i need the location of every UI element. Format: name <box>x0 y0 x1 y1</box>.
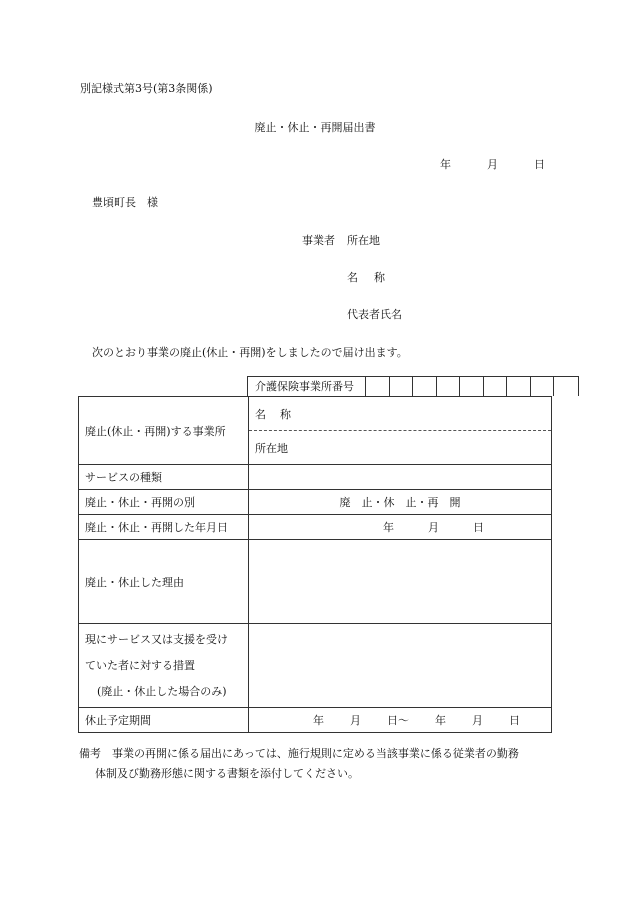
office-name-field[interactable] <box>249 397 551 431</box>
effective-date-month: 月 <box>428 521 439 534</box>
measures-label-line: ていた者に対する措置 <box>85 658 195 672</box>
form-number: 別記様式第3号(第3条関係) <box>80 82 213 95</box>
effective-date-field[interactable] <box>249 515 552 540</box>
office-details-cell <box>249 397 552 465</box>
office-number-digit-box[interactable] <box>531 377 555 396</box>
period-end-year: 年 <box>435 714 446 727</box>
office-number-grid <box>247 376 579 396</box>
measures-label <box>79 624 249 708</box>
table-row <box>79 397 552 465</box>
office-row-label: 廃止(休止・再開)する事業所 <box>79 397 249 465</box>
office-number-digit-box[interactable] <box>460 377 484 396</box>
office-number-digit-box[interactable] <box>390 377 414 396</box>
category-label: 廃止・休止・再開の別 <box>79 490 249 515</box>
office-name-label: 名称 <box>255 407 305 421</box>
business-operator-label: 事業者 <box>302 234 335 247</box>
notification-table <box>78 396 552 733</box>
office-number-label: 介護保険事業所番号 <box>248 377 366 396</box>
period-start-month: 月 <box>350 714 361 727</box>
table-row <box>79 624 552 708</box>
measures-field[interactable] <box>249 624 552 708</box>
table-row <box>79 708 552 733</box>
business-name-label: 名称 <box>347 271 401 284</box>
service-type-field[interactable] <box>249 465 552 490</box>
office-address-label: 所在地 <box>255 441 288 455</box>
effective-date-day: 日 <box>473 521 484 534</box>
period-end-month: 月 <box>472 714 483 727</box>
suspension-period-label: 休止予定期間 <box>79 708 249 733</box>
date-month-label: 月 <box>487 158 498 171</box>
measures-label-note: (廃止・休止した場合のみ) <box>97 684 227 698</box>
business-representative-label: 代表者氏名 <box>347 308 402 321</box>
table-row <box>79 515 552 540</box>
business-address-label: 所在地 <box>347 234 380 247</box>
period-start-year: 年 <box>313 714 324 727</box>
service-type-label: サービスの種類 <box>79 465 249 490</box>
period-start-day: 日〜 <box>387 714 409 727</box>
submission-date <box>440 156 545 172</box>
suspension-period-field[interactable] <box>249 708 552 733</box>
office-number-digit-box[interactable] <box>413 377 437 396</box>
category-value[interactable]: 廃 止・休 止・再 開 <box>249 490 552 515</box>
addressee: 豊頃町長 様 <box>92 196 158 209</box>
effective-date-label: 廃止・休止・再開した年月日 <box>79 515 249 540</box>
office-number-digit-box[interactable] <box>366 377 390 396</box>
period-end-day: 日 <box>509 714 520 727</box>
effective-date-year: 年 <box>383 521 394 534</box>
table-row <box>79 465 552 490</box>
document-title: 廃止・休止・再開届出書 <box>254 121 376 134</box>
reason-label: 廃止・休止した理由 <box>79 540 249 624</box>
intro-statement: 次のとおり事業の廃止(休止・再開)をしましたので届け出ます。 <box>92 346 408 359</box>
date-year-label: 年 <box>440 158 451 171</box>
table-row <box>79 540 552 624</box>
reason-field[interactable] <box>249 540 552 624</box>
remarks-line: 備考 事業の再開に係る届出にあっては、施行規則に定める当該事業に係る従業者の勤務 <box>79 747 519 760</box>
office-number-digit-box[interactable] <box>554 377 578 396</box>
measures-label-line: 現にサービス又は支援を受け <box>85 632 228 646</box>
office-address-field[interactable] <box>249 431 551 464</box>
office-number-digit-box[interactable] <box>507 377 531 396</box>
remarks-line: 体制及び勤務形態に関する書類を添付してください。 <box>95 767 359 780</box>
office-number-digit-box[interactable] <box>437 377 461 396</box>
table-row <box>79 490 552 515</box>
office-number-digit-box[interactable] <box>484 377 508 396</box>
date-day-label: 日 <box>534 158 545 171</box>
